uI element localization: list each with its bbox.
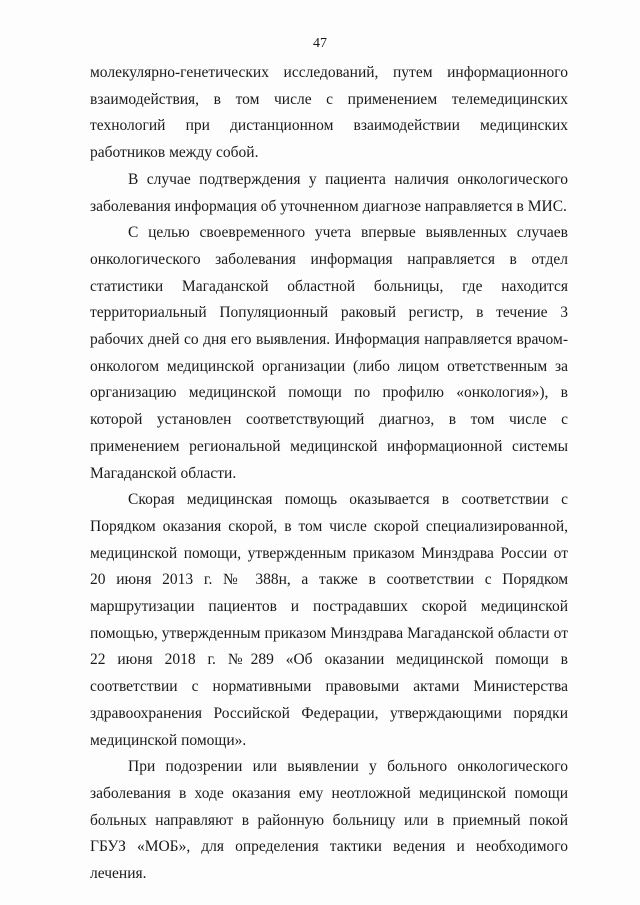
paragraph-emergency-care: Скорая медицинская помощь оказывается в соответствии с Порядком оказания скорой, в том числе скорой специализированной, медицинской помощи, утвержденным приказом Минздрава России от 20 июня 2013 г. № 388н, а также в соответствии с Порядком маршрутизации пациентов и пострадавших скорой медицинской помощью, утвержденным приказом Минздрава Магаданской области от 22 июня 2018 г. №289 «Об оказании медицинской помощи в соответствии с нормативными правовыми актами Министерства здравоохранения Российской Федерации, утверждающими порядки медицинской помощи». — [90, 491, 568, 749]
page-number: 47 — [313, 36, 327, 51]
paragraph-suspicion-referral: При подозрении или выявлении у больного онкологического заболевания в ходе оказания ему неотложной медицинской помощи больных направляют в районную больницу или в приемный покой ГБУЗ «МОБ», для определения тактики ведения и необходимого лечения. — [90, 758, 568, 883]
document-body — [90, 60, 568, 888]
paragraph-continuation: молекулярно-генетических исследований, путем информационного взаимодействия, в том числе с применением телемедицинских технологий при дистанционном взаимодействии медицинских работников между собой. — [90, 64, 568, 162]
paragraph-cancer-registry: С целью своевременного учета впервые выявленных случаев онкологического заболевания информация направляется в отдел статистики Магаданской областной больницы, где находится территориальный Популяционный раковый регистр, в течение 3 рабочих дней со дня его выявления. Информация направляется врачом-онкологом медицинской организации (либо лицом ответственным за организацию медицинской помощи по профилю «онкология»), в которой установлен соответствующий диагноз, в том числе с применением региональной медицинской информационной системы Магаданской области. — [90, 224, 568, 482]
paragraph-diagnosis-confirmation: В случае подтверждения у пациента наличия онкологического заболевания информация об уточненном диагнозе направляется в МИС. — [90, 170, 568, 215]
